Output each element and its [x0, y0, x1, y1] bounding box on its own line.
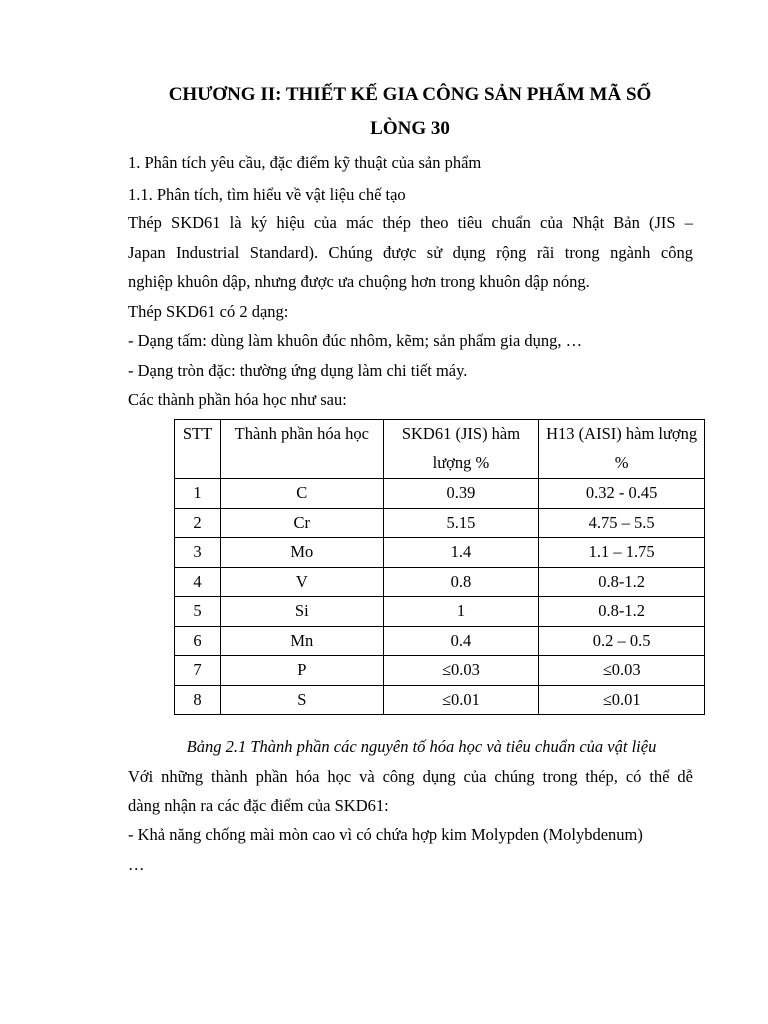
- cell-element: P: [220, 656, 383, 686]
- section-heading-1-1: 1.1. Phân tích, tìm hiểu về vật liệu chế tạo: [128, 185, 406, 204]
- cell-stt: 2: [175, 508, 221, 538]
- cell-h13: 1.1 – 1.75: [539, 538, 705, 568]
- paragraph-line: Với những thành phần hóa học và công dụng của chúng trong thép, có thể dễ: [128, 767, 693, 786]
- cell-h13: 0.8-1.2: [539, 597, 705, 627]
- paragraph-line: nghiệp khuôn dập, nhưng được ưa chuộng hơn trong khuôn dập nóng.: [128, 272, 590, 291]
- cell-stt: 7: [175, 656, 221, 686]
- table-row: [175, 685, 705, 715]
- table-row: [175, 656, 705, 686]
- chapter-title-line1: CHƯƠNG II: THIẾT KẾ GIA CÔNG SẢN PHẨM MÃ SỐ: [168, 84, 652, 105]
- table-row: [175, 626, 705, 656]
- header-element: Thành phần hóa học: [220, 420, 383, 479]
- header-stt: STT: [175, 420, 221, 479]
- form-item: - Dạng tấm: dùng làm khuôn đúc nhôm, kẽm; sản phẩm gia dụng, …: [128, 331, 583, 350]
- cell-stt: 5: [175, 597, 221, 627]
- cell-element: Mn: [220, 626, 383, 656]
- cell-skd61: 1.4: [383, 538, 539, 568]
- cell-skd61: 0.4: [383, 626, 539, 656]
- cell-stt: 4: [175, 567, 221, 597]
- section-heading-1: 1. Phân tích yêu cầu, đặc điểm kỹ thuật của sản phẩm: [128, 153, 482, 172]
- bullet-item: - Khả năng chống mài mòn cao vì có chứa hợp kim Molypden (Molybdenum): [128, 825, 643, 844]
- cell-skd61: ≤0.01: [383, 685, 539, 715]
- cell-h13: ≤0.03: [539, 656, 705, 686]
- cell-skd61: 1: [383, 597, 539, 627]
- table-row: [175, 538, 705, 568]
- cell-h13: ≤0.01: [539, 685, 705, 715]
- chapter-title-line2: LÒNG 30: [370, 118, 450, 139]
- composition-table: [174, 419, 705, 715]
- cell-skd61: 5.15: [383, 508, 539, 538]
- ellipsis: …: [128, 855, 145, 874]
- chapter-title: [100, 78, 720, 146]
- header-skd61: SKD61 (JIS) hàm lượng %: [383, 420, 539, 479]
- table-row: [175, 597, 705, 627]
- cell-element: Si: [220, 597, 383, 627]
- paragraph-line: Japan Industrial Standard). Chúng được sử dụng rộng rãi trong ngành công: [128, 243, 693, 262]
- cell-h13: 0.8-1.2: [539, 567, 705, 597]
- cell-element: Cr: [220, 508, 383, 538]
- table-row: [175, 508, 705, 538]
- table-header-row: [175, 420, 705, 479]
- cell-element: C: [220, 479, 383, 509]
- cell-h13: 4.75 – 5.5: [539, 508, 705, 538]
- table-caption: Bảng 2.1 Thành phần các nguyên tố hóa học và tiêu chuẩn của vật liệu: [186, 737, 657, 756]
- cell-h13: 0.32 - 0.45: [539, 479, 705, 509]
- forms-intro: Thép SKD61 có 2 dạng:: [128, 302, 289, 321]
- cell-skd61: ≤0.03: [383, 656, 539, 686]
- cell-skd61: 0.8: [383, 567, 539, 597]
- cell-stt: 3: [175, 538, 221, 568]
- header-h13: H13 (AISI) hàm lượng %: [539, 420, 705, 479]
- cell-stt: 6: [175, 626, 221, 656]
- cell-element: Mo: [220, 538, 383, 568]
- cell-skd61: 0.39: [383, 479, 539, 509]
- table-row: [175, 479, 705, 509]
- cell-h13: 0.2 – 0.5: [539, 626, 705, 656]
- paragraph-line: dàng nhận ra các đặc điểm của SKD61:: [128, 796, 389, 815]
- table-intro: Các thành phần hóa học như sau:: [128, 390, 347, 409]
- cell-stt: 8: [175, 685, 221, 715]
- cell-element: S: [220, 685, 383, 715]
- cell-element: V: [220, 567, 383, 597]
- form-item: - Dạng tròn đặc: thường ứng dụng làm chi tiết máy.: [128, 361, 468, 380]
- paragraph-line: Thép SKD61 là ký hiệu của mác thép theo tiêu chuẩn của Nhật Bản (JIS –: [128, 213, 693, 232]
- cell-stt: 1: [175, 479, 221, 509]
- table-row: [175, 567, 705, 597]
